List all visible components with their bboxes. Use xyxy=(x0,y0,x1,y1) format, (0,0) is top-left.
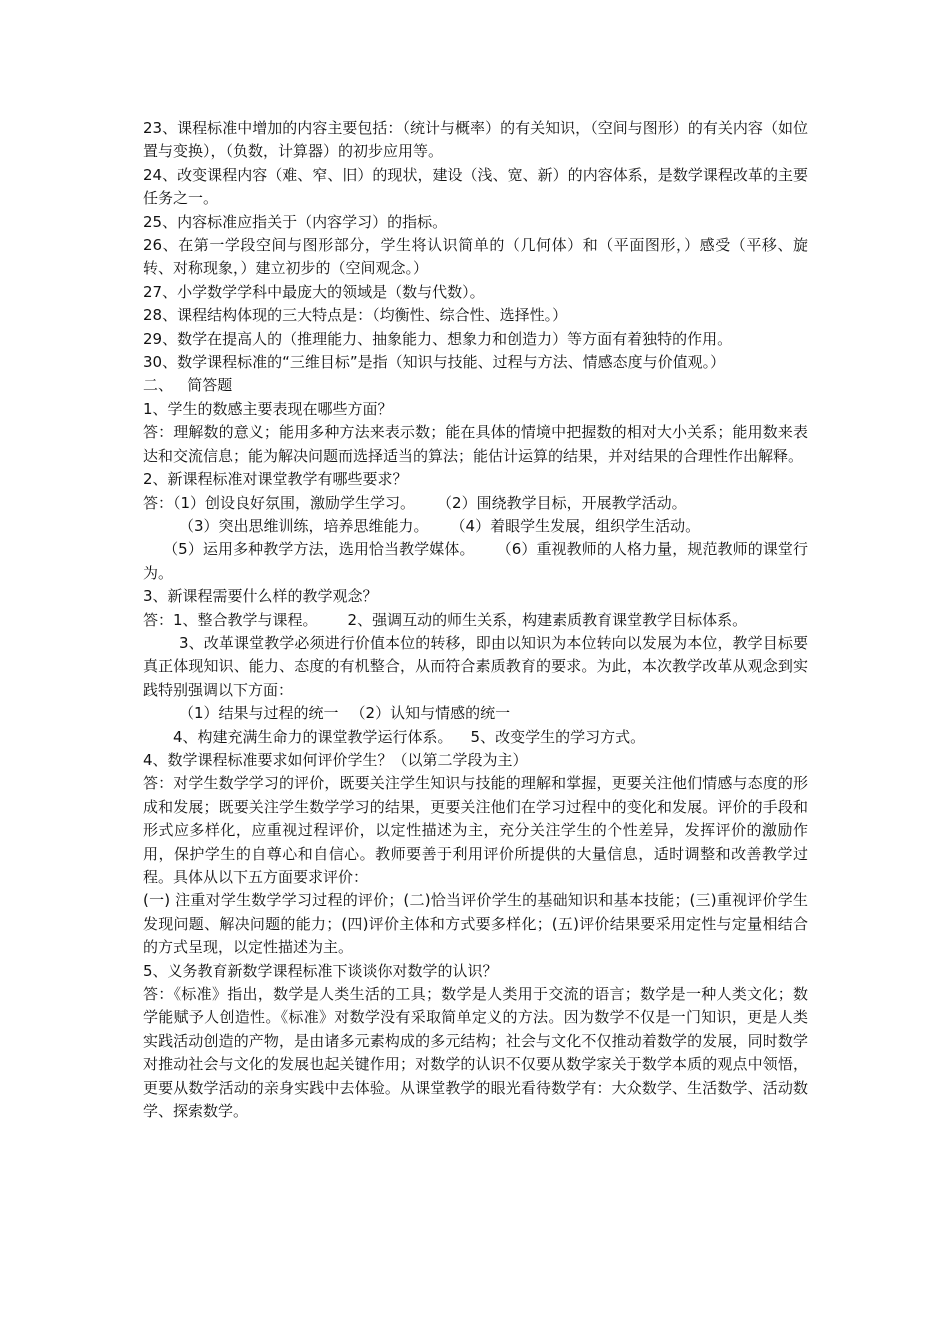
answer-3-item-5: （2）认知与情感的统一 xyxy=(350,704,511,723)
question-4: 4、数学课程标准要求如何评价学生？（以第二学段为主） xyxy=(143,750,528,769)
answer-3-item-7: 5、改变学生的学习方式。 xyxy=(470,727,646,746)
fill-item-27: 27、小学数学学科中最庞大的领域是（数与代数）。 xyxy=(143,282,485,301)
answer-2-item-2: （2）围绕教学目标，开展教学活动。 xyxy=(437,493,687,512)
question-1: 1、学生的数感主要表现在哪些方面？ xyxy=(143,399,393,418)
answer-2-item-1: 答：（1）创设良好氛围，激励学生学习。 xyxy=(143,493,416,512)
answer-4-points: (一) 注重对学生数学学习过程的评价；(二)恰当评价学生的基础知识和基本技能；(三)重视评价学生发现问题、解决问题的能力；(四)评价主体和方式要多样化；(五)评价结果要采用定性与定量相结合的方式呈现，以定性描述为主。 xyxy=(143,891,808,957)
answer-2-item-3: （3）突出思维训练，培养思维能力。 xyxy=(179,516,429,535)
question-5: 5、义务教育新数学课程标准下谈谈你对数学的认识？ xyxy=(143,961,498,980)
fill-item-24: 24、改变课程内容（难、窄、旧）的现状，建设（浅、宽、新）的内容体系，是数学课程改革的主要任务之一。 xyxy=(143,165,808,208)
answer-3-item-4: （1）结果与过程的统一 xyxy=(179,704,339,723)
answer-1: 答：理解数的意义；能用多种方法来表示数；能在具体的情境中把握数的相对大小关系；能用数来表达和交流信息；能为解决问题而选择适当的算法；能估计运算的结果，并对结果的合理性作出解释。 xyxy=(143,423,808,465)
answer-3-item-3: 3、改革课堂教学必须进行价值本位的转移，即由以知识为本位转向以发展为本位，教学目标要真正体现知识、能力、态度的有机整合，从而符合素质教育的要求。为此，本次教学改革从观念到实践特别强调以下方面： xyxy=(143,633,808,699)
answer-5: 答：《标准》指出，数学是人类生活的工具；数学是人类用于交流的语言；数学是一种人类文化；数学能赋予人创造性。《标准》对数学没有采取简单定义的方法。因为数学不仅是一门知识，更是人类实践活动创造的产物，是由诸多元素构成的多元结构；社会与文化不仅推动着数学的发展，同时数学对推动社会与文化的发展也起关键作用；对数学的认识不仅要从数学家关于数学本质的观点中领悟，更要从数学活动的亲身实践中去体验。从课堂教学的眼光看待数学有：大众数学、生活数学、活动数学、探索数学。 xyxy=(143,985,808,1121)
answer-3-line-1 xyxy=(143,609,808,632)
fill-item-26: 26、在第一学段空间与图形部分，学生将认识简单的（几何体）和（平面图形，）感受（平移、旋转、对称现象，）建立初步的（空间观念。） xyxy=(143,236,808,278)
answer-2-line-1 xyxy=(143,492,808,515)
answer-3-item-6: 4、构建充满生命力的课堂教学运行体系。 xyxy=(173,727,453,746)
answer-2-item-4: （4）着眼学生发展，组织学生活动。 xyxy=(450,516,701,535)
answer-2-item-6: （6）重视教师的人格力量，规范教师的课堂行为。 xyxy=(143,540,809,582)
document-body xyxy=(143,117,808,1123)
answer-4: 答：对学生数学学习的评价，既要关注学生知识与技能的理解和掌握，更要关注他们情感与态度的形成和发展；既要关注学生数学学习的结果，更要关注他们在学习过程中的变化和发展。评价的手段和形式应多样化，应重视过程评价，以定性描述为主，充分关注学生的个性差异，发挥评价的激励作用，保护学生的自尊心和自信心。教师要善于利用评价所提供的大量信息，适时调整和改善教学过程。具体从以下五方面要求评价： xyxy=(143,774,808,886)
answer-3-line-4 xyxy=(143,702,808,725)
answer-2-line-2 xyxy=(143,515,808,538)
fill-item-30: 30、数学课程标准的“三维目标”是指（知识与技能、过程与方法、情感态度与价值观。） xyxy=(143,353,726,372)
section-title: 二、 简答题 xyxy=(143,376,233,395)
answer-2-line-3 xyxy=(143,538,808,585)
fill-item-23: 23、课程标准中增加的内容主要包括：（统计与概率）的有关知识，（空间与图形）的有关内容（如位置与变换），（负数，计算器）的初步应用等。 xyxy=(143,119,808,161)
answer-2-item-5: （5）运用多种教学方法，选用恰当教学媒体。 xyxy=(163,540,475,559)
fill-item-28: 28、课程结构体现的三大特点是：（均衡性、综合性、选择性。） xyxy=(143,306,568,325)
fill-item-29: 29、数学在提高人的（推理能力、抽象能力、想象力和创造力）等方面有着独特的作用。 xyxy=(143,329,733,348)
answer-3-item-1: 答：1、整合教学与课程。 xyxy=(143,610,318,629)
question-3: 3、新课程需要什么样的教学观念？ xyxy=(143,587,378,606)
fill-item-25: 25、内容标准应指关于（内容学习）的指标。 xyxy=(143,212,448,231)
question-2: 2、新课程标准对课堂教学有哪些要求？ xyxy=(143,470,408,489)
answer-3-item-2: 2、强调互动的师生关系，构建素质教育课堂教学目标体系。 xyxy=(347,610,748,629)
answer-3-line-5 xyxy=(143,726,808,749)
